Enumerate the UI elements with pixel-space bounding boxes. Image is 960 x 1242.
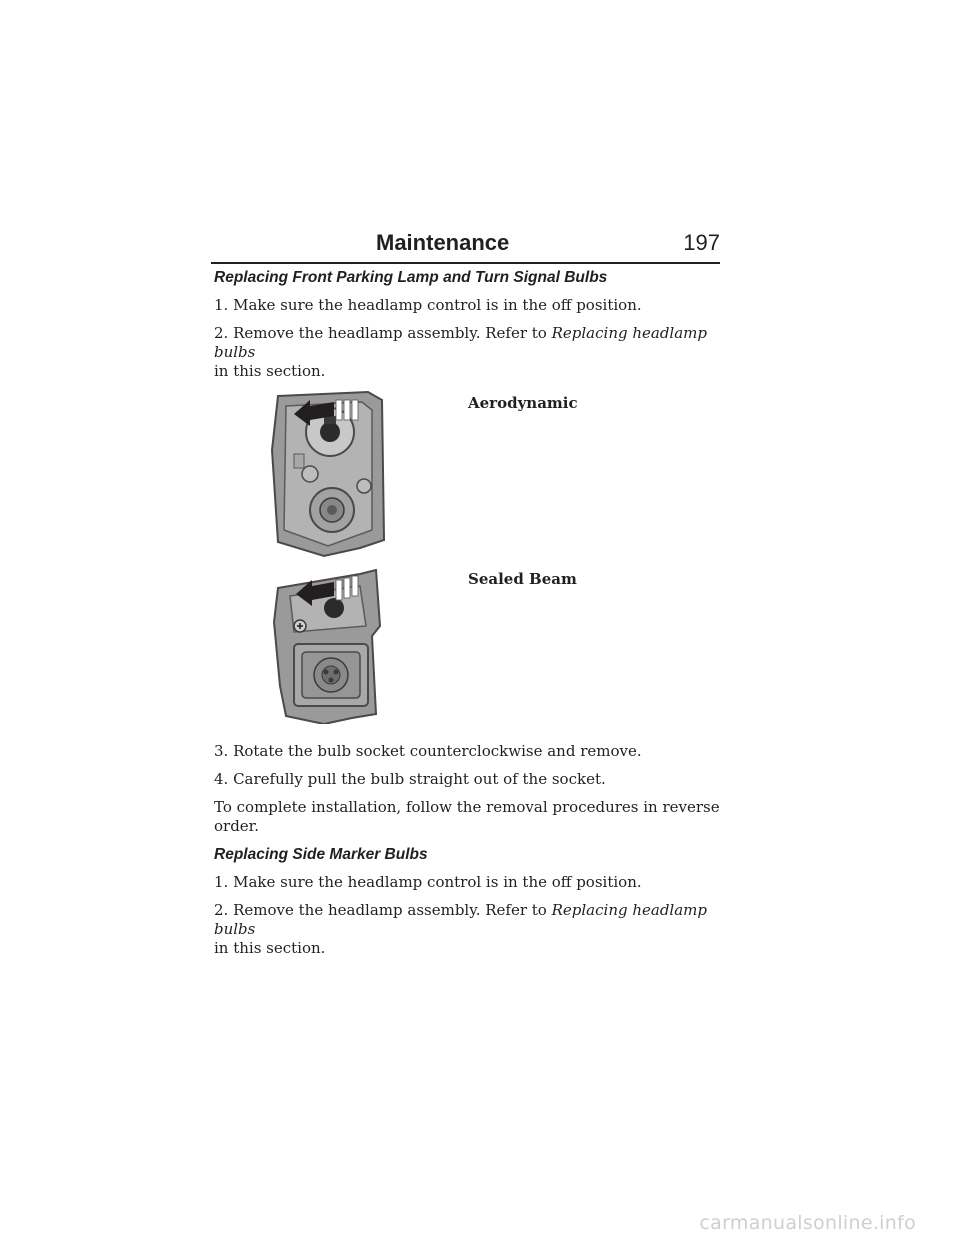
aerodynamic-headlamp-illustration <box>264 390 386 560</box>
side-marker-step-2 <box>214 901 720 958</box>
page-number: 197 <box>683 230 720 255</box>
watermark: carmanualsonline.info <box>699 1212 916 1234</box>
step-2 <box>214 324 720 381</box>
step-2-tail: in this section. <box>214 362 326 380</box>
figure-aerodynamic <box>214 390 720 566</box>
figure-sealed-beam <box>214 566 720 728</box>
step-1: 1. Make sure the headlamp control is in the off position. <box>214 296 642 314</box>
page-content <box>214 268 720 967</box>
cross-reference-link[interactable]: Replacing headlamp bulbs <box>214 324 707 361</box>
section-heading-parking-lamp: Replacing Front Parking Lamp and Turn Signal Bulbs <box>214 269 608 286</box>
sealed-beam-headlamp-illustration <box>264 566 386 724</box>
figure-caption-sealed-beam: Sealed Beam <box>468 570 577 588</box>
figure-caption-aerodynamic: Aerodynamic <box>468 394 578 412</box>
page-title: Maintenance <box>376 230 510 255</box>
page-header <box>211 228 720 264</box>
section-heading-side-marker: Replacing Side Marker Bulbs <box>214 846 428 863</box>
closing-instruction: To complete installation, follow the removal procedures in reverse order. <box>214 798 720 835</box>
side-marker-step-2-text: 2. Remove the headlamp assembly. Refer to <box>214 901 547 919</box>
step-4: 4. Carefully pull the bulb straight out of the socket. <box>214 770 606 788</box>
cross-reference-link[interactable]: Replacing headlamp bulbs <box>214 901 707 938</box>
side-marker-step-1: 1. Make sure the headlamp control is in the off position. <box>214 873 642 891</box>
step-3: 3. Rotate the bulb socket counterclockwise and remove. <box>214 742 642 760</box>
side-marker-step-2-tail: in this section. <box>214 939 326 957</box>
step-2-text: 2. Remove the headlamp assembly. Refer to <box>214 324 547 342</box>
